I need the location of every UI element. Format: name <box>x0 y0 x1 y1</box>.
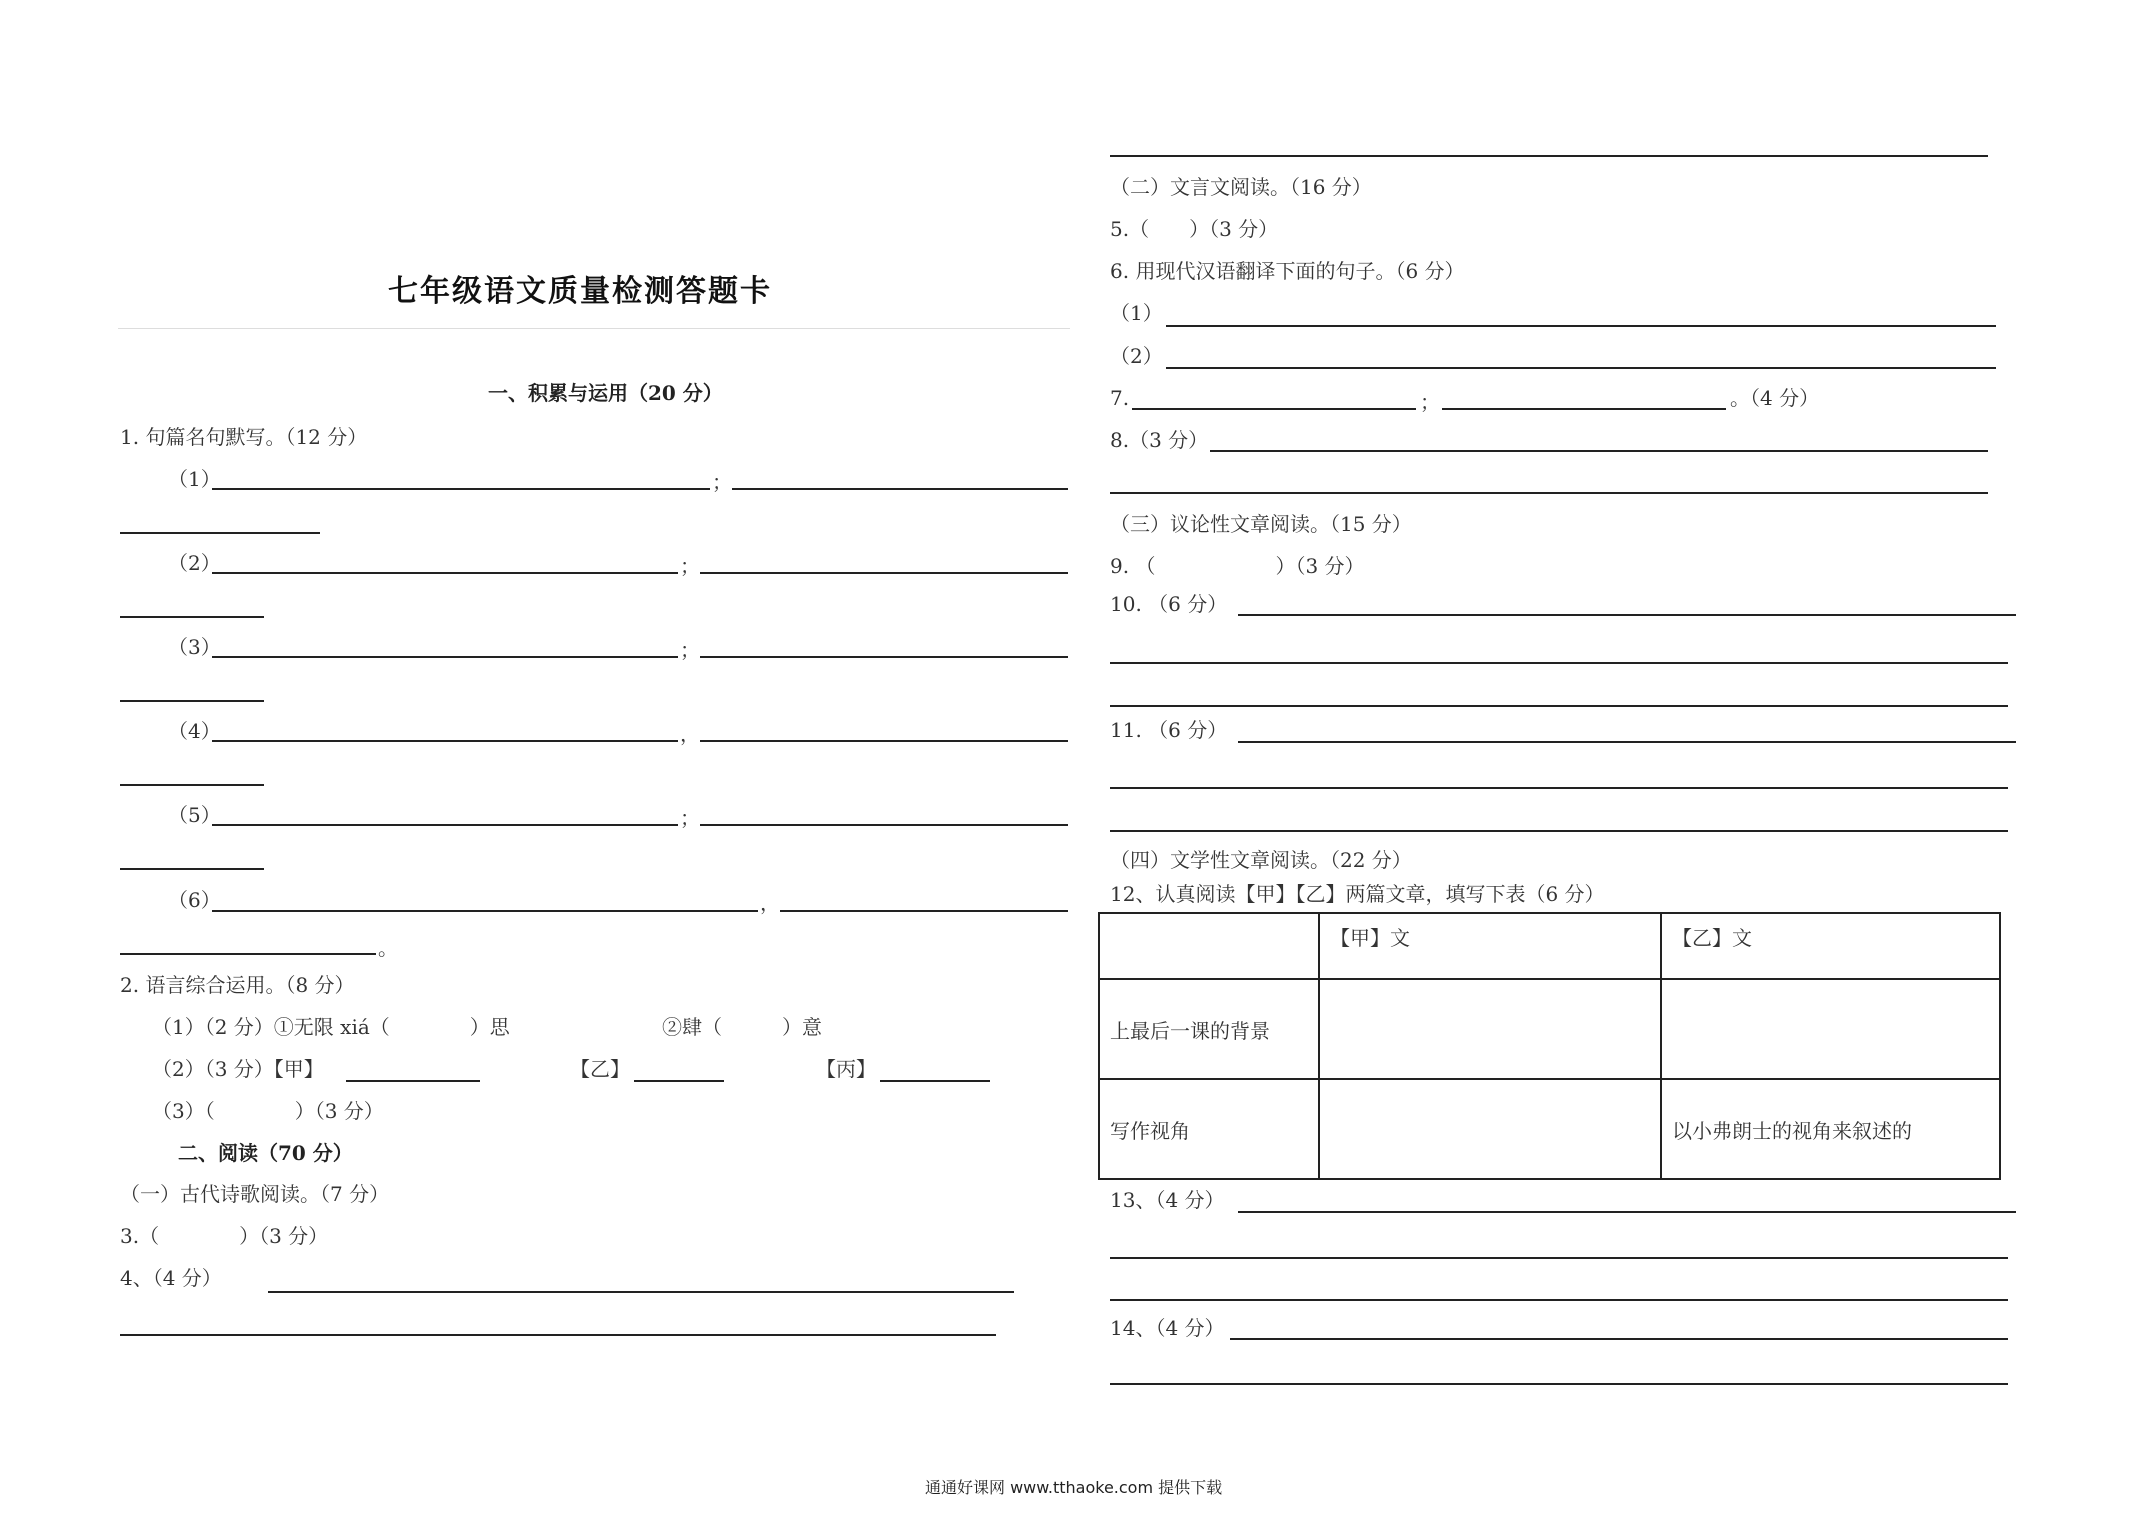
q1-item-6-sep: ， <box>760 891 780 915</box>
q1-item-1-blank-b[interactable] <box>732 488 1068 490</box>
q1-item-2-blank-a[interactable] <box>212 572 678 574</box>
q1-item-6-blank-a[interactable] <box>212 910 758 912</box>
q2-part-1b: ②肆（ ）意 <box>662 1015 822 1039</box>
q13-blank-2[interactable] <box>1110 1257 2008 1259</box>
question-7-label: 7. <box>1110 386 1130 410</box>
q1-item-1-sep: ； <box>712 470 732 494</box>
q1-item-3-blank-b[interactable] <box>700 656 1068 658</box>
q8-blank-2[interactable] <box>1110 492 1988 494</box>
question-11-label: 11. （6 分） <box>1110 718 1228 742</box>
q1-item-3-sep: ； <box>680 638 700 662</box>
q10-blank-2[interactable] <box>1110 662 2008 664</box>
table-answer-cell[interactable] <box>1319 1079 1661 1179</box>
q1-item-3-blank-c[interactable] <box>120 700 264 702</box>
q1-item-2-label: （2） <box>168 551 221 575</box>
q2-part-2-yi: 【乙】 <box>570 1057 630 1081</box>
q2-part-2-bing: 【丙】 <box>816 1057 876 1081</box>
q1-item-6-label: （6） <box>168 888 221 912</box>
q2-yi-blank[interactable] <box>634 1080 724 1082</box>
table-row-label: 写作视角 <box>1099 1079 1319 1179</box>
q1-item-4-blank-a[interactable] <box>212 740 678 742</box>
q1-item-2-blank-b[interactable] <box>700 572 1068 574</box>
q10-blank-1[interactable] <box>1238 614 2016 616</box>
question-8-label: 8.（3 分） <box>1110 428 1209 452</box>
q7-blank-a[interactable] <box>1132 408 1416 410</box>
section-classical-chinese: （二）文言文阅读。（16 分） <box>1110 175 1372 199</box>
q1-item-3-blank-a[interactable] <box>212 656 678 658</box>
q1-item-4-sep: ， <box>680 722 700 746</box>
table-header-jia: 【甲】文 <box>1319 913 1661 979</box>
section-argumentative: （三）议论性文章阅读。（15 分） <box>1110 512 1412 536</box>
question-1-label: 1. 句篇名句默写。（12 分） <box>120 425 368 449</box>
question-6-label: 6. 用现代汉语翻译下面的句子。（6 分） <box>1110 259 1465 283</box>
q1-item-4-blank-b[interactable] <box>700 740 1068 742</box>
question-14-label: 14、（4 分） <box>1110 1316 1225 1340</box>
q7-sep: ； <box>1420 390 1440 414</box>
q6-item-1-blank[interactable] <box>1166 325 1996 327</box>
footer-credit: 通通好课网 www.tthaoke.com 提供下载 <box>925 1478 1223 1497</box>
table-corner-cell <box>1099 913 1319 979</box>
q14-blank-1[interactable] <box>1230 1338 2008 1340</box>
question-5-label: 5.（ ）（3 分） <box>1110 217 1279 241</box>
q13-blank-1[interactable] <box>1238 1211 2016 1213</box>
top-answer-blank[interactable] <box>1110 155 1988 157</box>
q2-part-2-jia: （2）（3 分）【甲】 <box>152 1057 324 1081</box>
table-row <box>1099 979 2000 1079</box>
question-2-label: 2. 语言综合运用。（8 分） <box>120 973 355 997</box>
q1-item-4-blank-c[interactable] <box>120 784 264 786</box>
q2-part-3: （3）（ ）（3 分） <box>152 1099 384 1123</box>
question-9-label: 9. （ ）（3 分） <box>1110 554 1365 578</box>
question-12-label: 12、认真阅读【甲】【乙】两篇文章，填写下表（6 分） <box>1110 882 1605 906</box>
section-literary: （四）文学性文章阅读。（22 分） <box>1110 848 1412 872</box>
q4-blank-2[interactable] <box>120 1334 996 1336</box>
q1-item-5-sep: ； <box>680 806 700 830</box>
question-4-label: 4、（4 分） <box>120 1266 222 1290</box>
table-header-yi: 【乙】文 <box>1661 913 2000 979</box>
q2-jia-blank[interactable] <box>346 1080 480 1082</box>
q1-item-2-blank-c[interactable] <box>120 616 264 618</box>
table-answer-cell[interactable] <box>1661 979 2000 1079</box>
q1-item-5-blank-b[interactable] <box>700 824 1068 826</box>
section-heading-accumulation: 一、积累与运用（20 分） <box>488 381 723 405</box>
q11-blank-1[interactable] <box>1238 741 2016 743</box>
question-13-label: 13、（4 分） <box>1110 1188 1225 1212</box>
question-10-label: 10. （6 分） <box>1110 592 1228 616</box>
q4-blank-1[interactable] <box>268 1291 1014 1293</box>
q1-item-6-end-mark: 。 <box>378 936 398 960</box>
q1-item-4-label: （4） <box>168 719 221 743</box>
q1-item-5-blank-a[interactable] <box>212 824 678 826</box>
section-ancient-poetry: （一）古代诗歌阅读。（7 分） <box>120 1182 390 1206</box>
q1-item-6-blank-b[interactable] <box>780 910 1068 912</box>
q11-blank-2[interactable] <box>1110 787 2008 789</box>
q1-item-3-label: （3） <box>168 635 221 659</box>
q12-answer-table <box>1098 912 2001 1180</box>
q13-blank-3[interactable] <box>1110 1299 2008 1301</box>
q10-blank-3[interactable] <box>1110 705 2008 707</box>
q6-item-2-label: （2） <box>1110 344 1163 368</box>
q1-item-6-blank-c[interactable] <box>120 953 376 955</box>
q1-item-1-label: （1） <box>168 467 221 491</box>
section-heading-reading: 二、阅读（70 分） <box>178 1141 353 1165</box>
page-title: 七年级语文质量检测答题卡 <box>388 274 772 309</box>
q1-item-1-blank-a[interactable] <box>212 488 710 490</box>
q6-item-1-label: （1） <box>1110 301 1163 325</box>
q7-end: 。（4 分） <box>1730 386 1820 410</box>
q1-item-1-blank-c[interactable] <box>120 532 320 534</box>
q8-blank-1[interactable] <box>1210 450 1988 452</box>
table-row <box>1099 1079 2000 1179</box>
q2-bing-blank[interactable] <box>880 1080 990 1082</box>
q1-item-5-label: （5） <box>168 803 221 827</box>
q11-blank-3[interactable] <box>1110 830 2008 832</box>
table-row-label: 上最后一课的背景 <box>1099 979 1319 1079</box>
question-3-label: 3.（ ）（3 分） <box>120 1224 329 1248</box>
q14-blank-2[interactable] <box>1110 1383 2008 1385</box>
q7-blank-b[interactable] <box>1442 408 1726 410</box>
q6-item-2-blank[interactable] <box>1166 367 1996 369</box>
q1-item-5-blank-c[interactable] <box>120 868 264 870</box>
table-answer-cell[interactable] <box>1319 979 1661 1079</box>
q1-item-2-sep: ； <box>680 554 700 578</box>
table-row <box>1099 913 2000 979</box>
q2-part-1: （1）（2 分）①无限 xiá（ ）思 <box>152 1015 510 1039</box>
table-cell: 以小弗朗士的视角来叙述的 <box>1661 1079 2000 1179</box>
title-divider <box>118 328 1070 329</box>
